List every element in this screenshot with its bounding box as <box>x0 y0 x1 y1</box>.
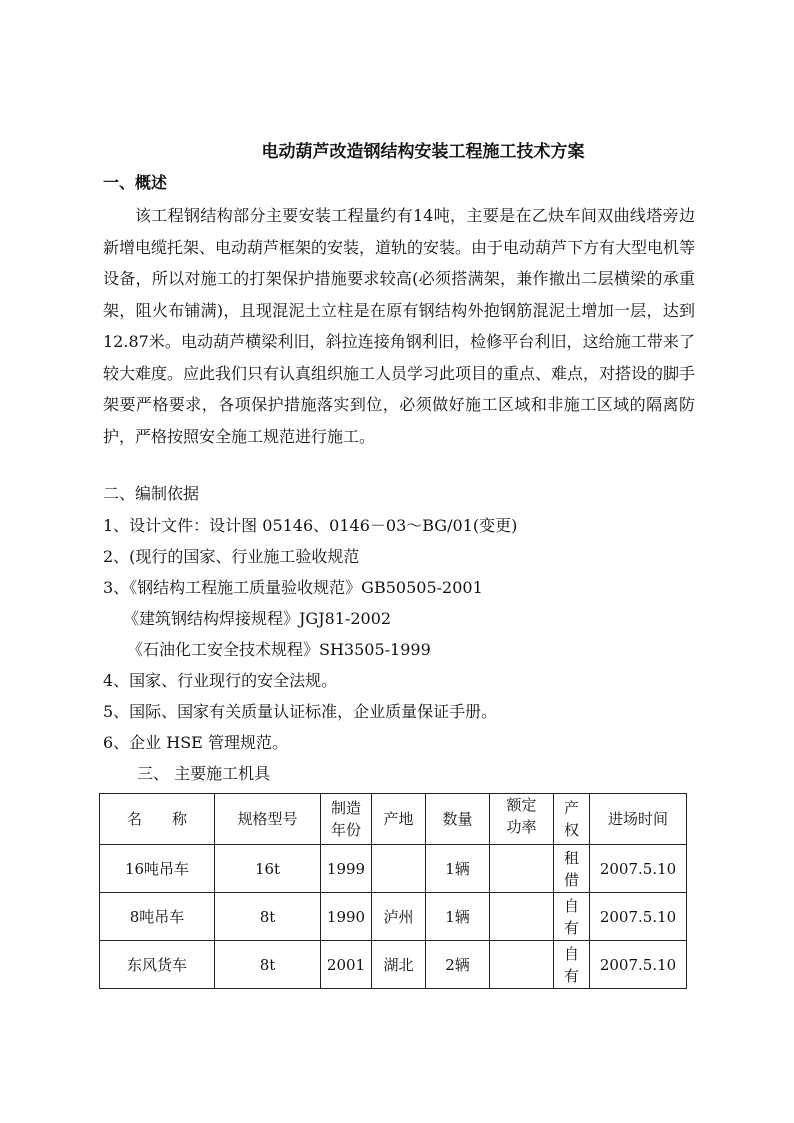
basis-item: 4、国家、行业现行的安全法规。 <box>103 671 338 690</box>
header-cell: 进场时间 <box>590 794 687 845</box>
basis-item: 2、(现行的国家、行业施工验收规范 <box>103 547 360 566</box>
table-cell: 8t <box>215 941 321 989</box>
equipment-table <box>99 793 687 989</box>
table-cell: 16吨吊车 <box>100 845 215 893</box>
basis-item: 6、企业 HSE 管理规范。 <box>103 733 288 752</box>
header-cell: 产 权 <box>554 794 590 845</box>
table-cell: 1辆 <box>426 845 490 893</box>
section-heading-equipment: 三、 主要施工机具 <box>137 764 271 783</box>
table-cell <box>372 845 426 893</box>
basis-item: 《建筑钢结构焊接规程》JGJ81-2002 <box>123 609 392 628</box>
table-cell: 租 借 <box>554 845 590 893</box>
basis-item: 1、设计文件：设计图 05146、0146－03～BG/01(变更) <box>103 516 518 535</box>
table-cell <box>490 845 554 893</box>
section-heading-basis: 二、编制依据 <box>103 484 200 503</box>
table-cell: 2007.5.10 <box>590 893 687 941</box>
table-cell: 2辆 <box>426 941 490 989</box>
header-cell: 产地 <box>372 794 426 845</box>
table-cell: 1辆 <box>426 893 490 941</box>
header-cell: 规格型号 <box>215 794 321 845</box>
table-row <box>100 893 687 941</box>
overview-paragraph: 该工程钢结构部分主要安装工程量约有14吨，主要是在乙炔车间双曲线塔旁边新增电缆托架、电动葫芦框架的安装，道轨的安装。由于电动葫芦下方有大型电机等设备，所以对施工的打架保护措施要求较高(必须搭满架，兼作撤出二层横梁的承重架，阻火布铺满)，且现混泥土立柱是在原有钢结构外抱钢筋混泥土增加一层，达到12.87米。电动葫芦横梁利旧，斜拉连接角钢利旧，检修平台利旧，这给施工带来了较大难度。应此我们只有认真组织施工人员学习此项目的重点、难点，对搭设的脚手架要严格要求，各项保护措施落实到位，必须做好施工区域和非施工区域的隔离防护，严格按照安全施工规范进行施工。 <box>103 206 696 446</box>
header-cell: 数量 <box>426 794 490 845</box>
table-row <box>100 941 687 989</box>
table-cell: 1999 <box>321 845 372 893</box>
table-header-row <box>100 794 687 845</box>
table-cell: 8吨吊车 <box>100 893 215 941</box>
basis-item: 5、国际、国家有关质量认证标准，企业质量保证手册。 <box>103 702 498 721</box>
table-cell: 2007.5.10 <box>590 845 687 893</box>
table-cell: 东风货车 <box>100 941 215 989</box>
table-cell: 湖北 <box>372 941 426 989</box>
basis-item: 《石油化工安全技术规程》SH3505-1999 <box>127 640 431 659</box>
table-row <box>100 845 687 893</box>
document-title: 电动葫芦改造钢结构安装工程施工技术方案 <box>261 142 585 162</box>
header-cell: 制造 年份 <box>321 794 372 845</box>
table-cell <box>490 941 554 989</box>
table-cell: 2007.5.10 <box>590 941 687 989</box>
table-cell: 8t <box>215 893 321 941</box>
table-cell: 自 有 <box>554 941 590 989</box>
basis-item: 3、《钢结构工程施工质量验收规范》GB50505-2001 <box>103 578 483 597</box>
section-heading-overview: 一、概述 <box>103 173 168 192</box>
header-cell: 额定 功率 <box>490 794 554 845</box>
table-cell: 自 有 <box>554 893 590 941</box>
table-cell: 16t <box>215 845 321 893</box>
table-cell: 泸州 <box>372 893 426 941</box>
table-cell: 1990 <box>321 893 372 941</box>
table-cell <box>490 893 554 941</box>
table-cell: 2001 <box>321 941 372 989</box>
header-cell: 名 称 <box>100 794 215 845</box>
